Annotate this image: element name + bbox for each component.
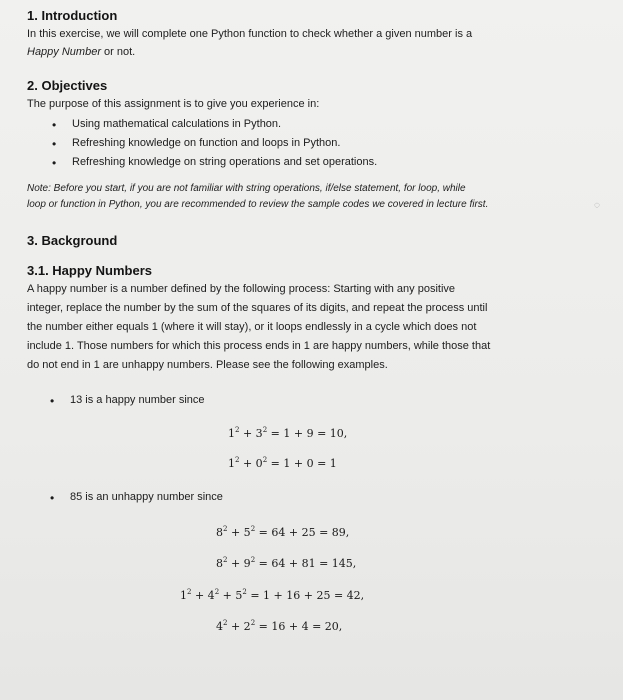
bullet-dot-icon: • bbox=[52, 118, 57, 132]
objectives-lead: The purpose of this assignment is to give you experience in: bbox=[27, 98, 320, 110]
equation-13-step-1: $1^2 + 3^2 = 1 + 9 = 10$, bbox=[228, 426, 348, 440]
happy-numbers-subheading: 3.1. Happy Numbers bbox=[27, 263, 152, 278]
equation-85-step-2: $8^2 + 9^2 = 64 + 81 = 145$, bbox=[216, 556, 357, 570]
objectives-heading: 2. Objectives bbox=[27, 78, 108, 93]
happy-example-label: 13 is a happy number since bbox=[70, 394, 205, 406]
background-line-2: integer, replace the number by the sum of the squares of its digits, and repeat the process until bbox=[27, 302, 488, 314]
equation-85-step-1: $8^2 + 5^2 = 64 + 25 = 89$, bbox=[216, 525, 350, 539]
intro-line-2-rest: or not. bbox=[100, 46, 136, 58]
background-line-5: do not end in 1 are unhappy numbers. Please see the following examples. bbox=[27, 359, 388, 371]
happy-number-term: Happy Number bbox=[27, 46, 101, 58]
intro-heading: 1. Introduction bbox=[27, 8, 118, 23]
bullet-dot-icon: • bbox=[50, 491, 55, 505]
background-line-4: include 1. Those numbers for which this process ends in 1 are happy numbers, while those that bbox=[27, 340, 491, 352]
objective-text: Refreshing knowledge on string operations and set operations. bbox=[72, 156, 378, 168]
intro-line-1: In this exercise, we will complete one Python function to check whether a given number is a bbox=[27, 28, 473, 40]
background-heading: 3. Background bbox=[27, 233, 118, 248]
note-line-1: Note: Before you start, if you are not familiar with string operations, if/else statement, for loop, while bbox=[27, 183, 466, 194]
equation-13-step-2: $1^2 + 0^2 = 1 + 0 = 1$ bbox=[228, 456, 337, 470]
background-line-3: the number either equals 1 (where it will stay), or it loops endlessly in a cycle which does not bbox=[27, 321, 477, 333]
unhappy-example-label: 85 is an unhappy number since bbox=[70, 491, 223, 503]
bullet-dot-icon: • bbox=[50, 394, 55, 408]
bullet-dot-icon: • bbox=[52, 137, 57, 151]
background-line-1: A happy number is a number defined by the following process: Starting with any positive bbox=[27, 283, 456, 295]
equation-85-step-3: $1^2 + 4^2 + 5^2 = 1 + 16 + 25 = 42$, bbox=[180, 588, 365, 602]
objective-text: Refreshing knowledge on function and loops in Python. bbox=[72, 137, 341, 149]
scan-mark-icon: ◌ bbox=[594, 200, 600, 211]
objective-text: Using mathematical calculations in Python. bbox=[72, 118, 282, 130]
bullet-dot-icon: • bbox=[52, 156, 57, 170]
equation-85-step-4: $4^2 + 2^2 = 16 + 4 = 20$, bbox=[216, 619, 343, 633]
note-line-2: loop or function in Python, you are recommended to review the sample codes we covered in lecture first. bbox=[27, 199, 489, 210]
intro-line-2 bbox=[27, 46, 135, 58]
